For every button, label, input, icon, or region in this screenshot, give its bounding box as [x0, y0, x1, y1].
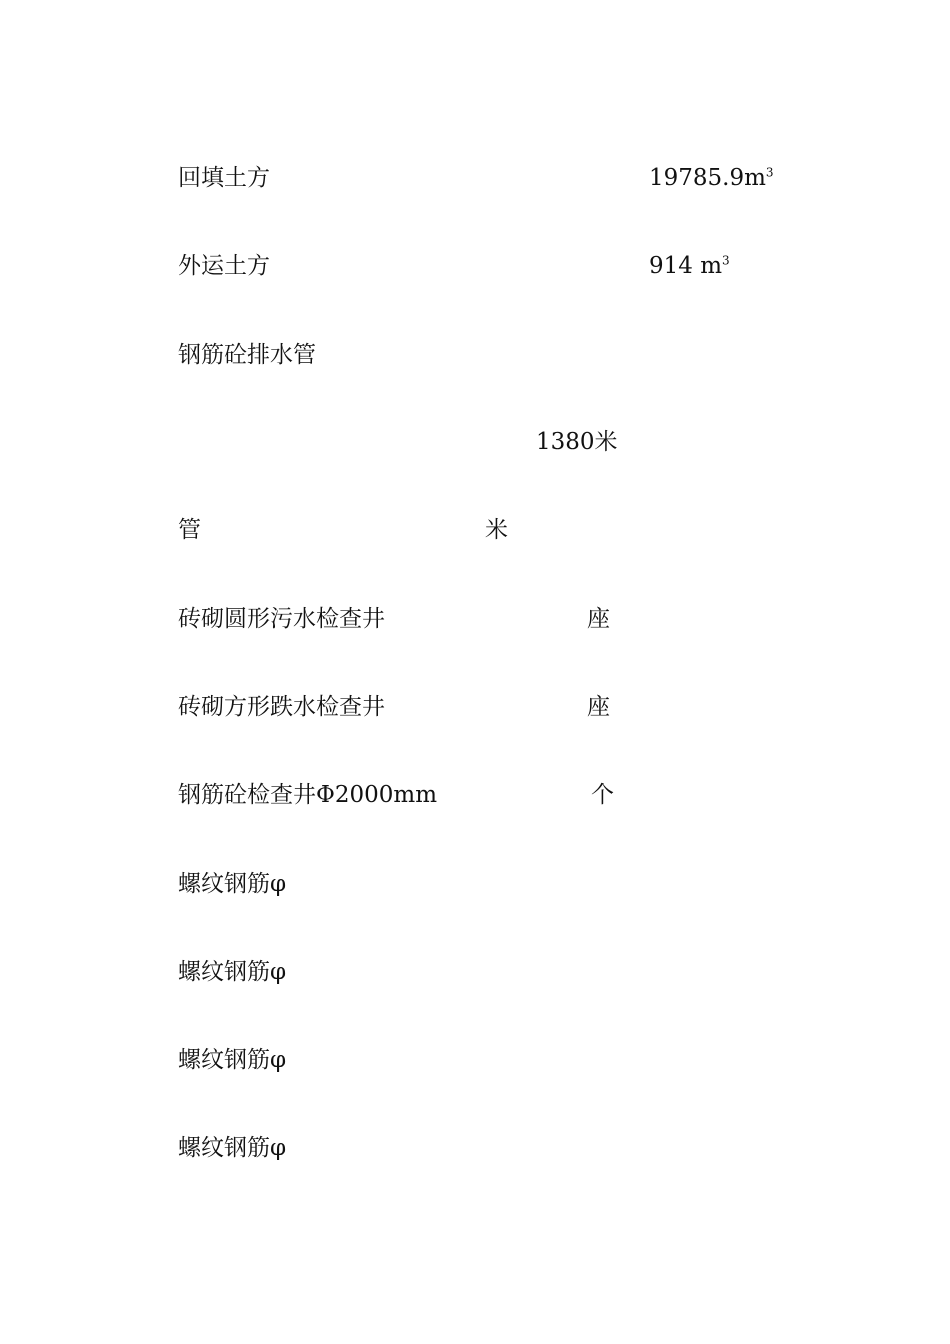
row-unit: 座	[587, 694, 610, 720]
row-label: 螺纹钢筋φ	[178, 1047, 287, 1073]
row-pipe-length	[0, 422, 950, 462]
row-rebar	[0, 1128, 950, 1168]
row-label: 螺纹钢筋φ	[178, 871, 287, 897]
unit-superscript: 3	[722, 253, 730, 268]
row-rebar	[0, 1040, 950, 1080]
row-backfill-earthwork	[0, 158, 950, 198]
row-brick-round-manhole	[0, 599, 950, 639]
row-label: 钢筋砼排水管	[178, 342, 316, 368]
row-label: 螺纹钢筋φ	[178, 1135, 287, 1161]
row-label: 管	[178, 517, 201, 543]
row-rebar	[0, 952, 950, 992]
row-label: 砖砌方形跌水检查井	[178, 694, 385, 720]
row-label: 砖砌圆形污水检查井	[178, 606, 385, 632]
row-haul-earthwork	[0, 246, 950, 286]
row-label: 钢筋砼检查井Φ2000mm	[178, 782, 438, 808]
row-value: $19785.9m^3$	[649, 165, 774, 191]
row-unit: 个	[591, 782, 614, 808]
row-rc-drain-pipe	[0, 335, 950, 375]
row-rebar	[0, 864, 950, 904]
row-value: 914 $m^3$	[649, 253, 730, 279]
unit-superscript: 3	[765, 165, 774, 180]
row-label: 外运土方	[178, 253, 270, 279]
row-brick-square-drop-manhole	[0, 687, 950, 727]
row-unit: 米	[485, 517, 508, 543]
row-label: 螺纹钢筋φ	[178, 959, 287, 985]
row-label: 回填土方	[178, 165, 270, 191]
row-unit: 座	[587, 606, 610, 632]
row-pipe	[0, 510, 950, 550]
row-value: 1380米	[536, 429, 618, 455]
row-rc-manhole	[0, 775, 950, 815]
